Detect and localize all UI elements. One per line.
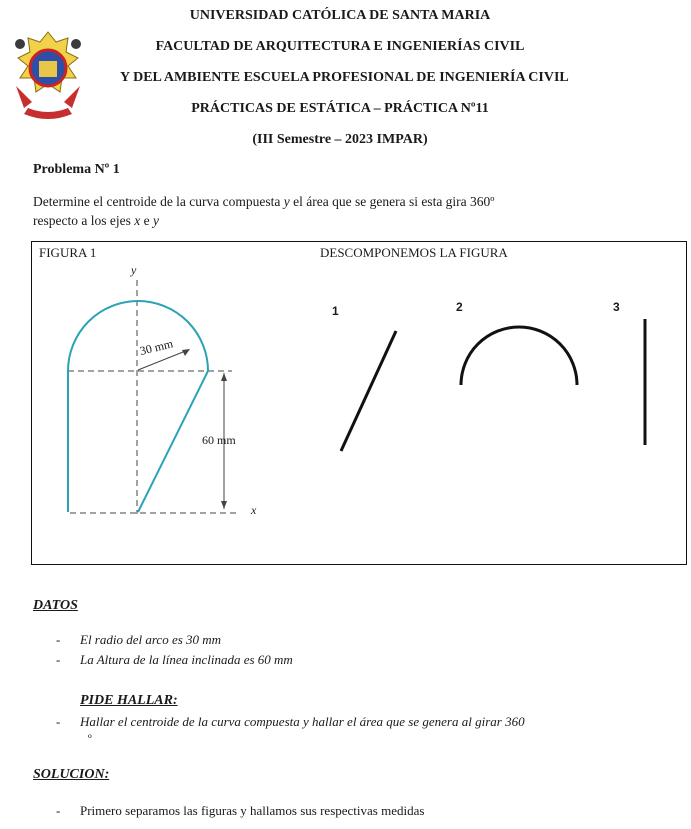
- pide-item-text: Hallar el centroide de la curva compuesta y hallar el área que se genera al girar 360: [80, 714, 525, 729]
- datos-title: DATOS: [33, 598, 78, 613]
- problem-text-a: Determine el centroide de la curva compuesta: [33, 194, 284, 209]
- problem-text-c: respecto a los ejes: [33, 213, 135, 228]
- header-faculty: FACULTAD DE ARQUITECTURA E INGENIERÍAS CIVIL: [155, 39, 525, 54]
- header-semester: (III Semestre – 2023 IMPAR): [252, 132, 428, 147]
- problem-title: Problema Nº 1: [33, 162, 120, 177]
- header-practice: PRÁCTICAS DE ESTÁTICA – PRÁCTICA Nº11: [191, 101, 489, 116]
- composite-curve: [68, 301, 208, 512]
- part-2-arc: [461, 327, 577, 385]
- pide-item-tail: º: [88, 732, 92, 746]
- bullet-dash: -: [56, 632, 61, 647]
- header-university: UNIVERSIDAD CATÓLICA DE SANTA MARIA: [189, 8, 491, 23]
- pide-title: PIDE HALLAR:: [80, 693, 178, 708]
- figure-drawing: [32, 242, 686, 564]
- part-1-number: 1: [332, 304, 339, 318]
- bullet-dash: -: [56, 803, 61, 818]
- problem-text-x: x: [134, 213, 141, 228]
- problem-statement: [33, 192, 653, 230]
- part-2-number: 2: [456, 300, 463, 314]
- solucion-title: SOLUCION:: [33, 767, 110, 782]
- radius-dimension-label: 30 mm: [138, 336, 175, 359]
- part-1-inclined-line: [341, 331, 396, 451]
- problem-text-d: e: [140, 213, 153, 228]
- height-dimension-label: 60 mm: [202, 433, 236, 447]
- bullet-dash: -: [56, 714, 61, 729]
- axis-x-label: x: [251, 503, 257, 517]
- problem-text-y: y: [283, 194, 290, 209]
- problem-text-b: el área que se genera si esta gira 360º: [289, 194, 495, 209]
- figure-1-label: FIGURA 1: [39, 245, 97, 260]
- university-crest-logo: [6, 28, 90, 124]
- part-3-number: 3: [613, 300, 620, 314]
- solucion-item-text: Primero separamos las figuras y hallamos sus respectivas medidas: [80, 803, 425, 818]
- figure-box: [31, 241, 687, 565]
- decompose-label: DESCOMPONEMOS LA FIGURA: [320, 245, 508, 260]
- problem-text-y2: y: [152, 213, 159, 228]
- datos-item-1-text: El radio del arco es 30 mm: [80, 632, 222, 647]
- bullet-dash: -: [56, 652, 61, 667]
- header-school: Y DEL AMBIENTE ESCUELA PROFESIONAL DE INGENIERÍA CIVIL: [120, 70, 569, 85]
- datos-item-2-text: La Altura de la línea inclinada es 60 mm: [80, 652, 293, 667]
- axis-y-label: y: [131, 263, 137, 277]
